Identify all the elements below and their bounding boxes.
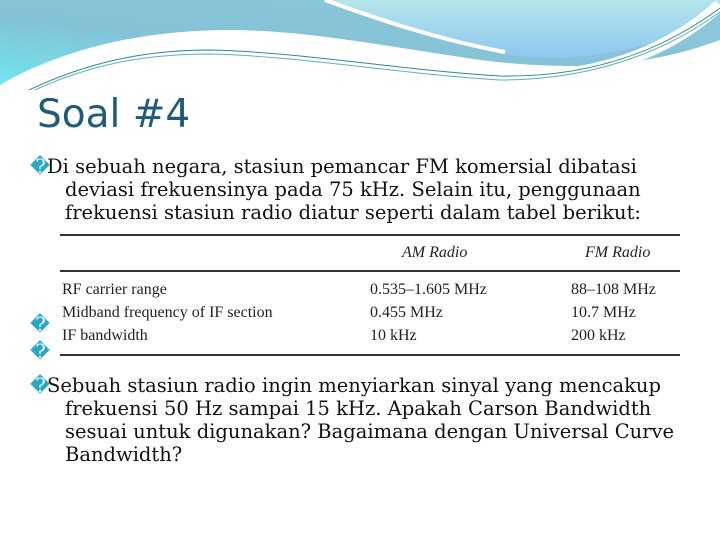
bullet-icon: � (30, 155, 50, 178)
table-cell: 88–108 MHz (571, 281, 656, 298)
empty-bullet-icon: � (30, 340, 50, 363)
table-header-am: AM Radio (402, 244, 468, 261)
table-cell: RF carrier range (62, 281, 167, 298)
radio-frequency-table (60, 230, 680, 358)
table-cell: 10 kHz (370, 327, 417, 344)
question-paragraph-1 (30, 155, 710, 224)
table-header-fm: FM Radio (585, 244, 651, 261)
table-cell: IF bandwidth (62, 327, 148, 344)
paragraph-text: Di sebuah negara, stasiun pemancar FM komersial dibatasi deviasi frekuensinya pada 75 kHz. Selain itu, penggunaan frekuensi stasiun radio diatur seperti dalam tabel berikut: (47, 155, 641, 224)
bullet-icon: � (30, 374, 50, 397)
header-wave-decoration (0, 0, 720, 90)
slide-title: Soal #4 (37, 92, 191, 137)
table-cell: 0.455 MHz (370, 304, 443, 321)
table-cell: 10.7 MHz (571, 304, 636, 321)
table-cell: Midband frequency of IF section (62, 304, 273, 321)
question-paragraph-2 (30, 374, 710, 466)
empty-bullet-icon: � (30, 313, 50, 336)
table-cell: 200 kHz (571, 327, 626, 344)
paragraph-text: Sebuah stasiun radio ingin menyiarkan sinyal yang mencakup frekuensi 50 Hz sampai 15 kHz. Apakah Carson Bandwidth sesuai untuk digunakan? Bagaimana dengan Universal Curve Bandwidth? (47, 374, 675, 466)
table-cell: 0.535–1.605 MHz (370, 281, 487, 298)
